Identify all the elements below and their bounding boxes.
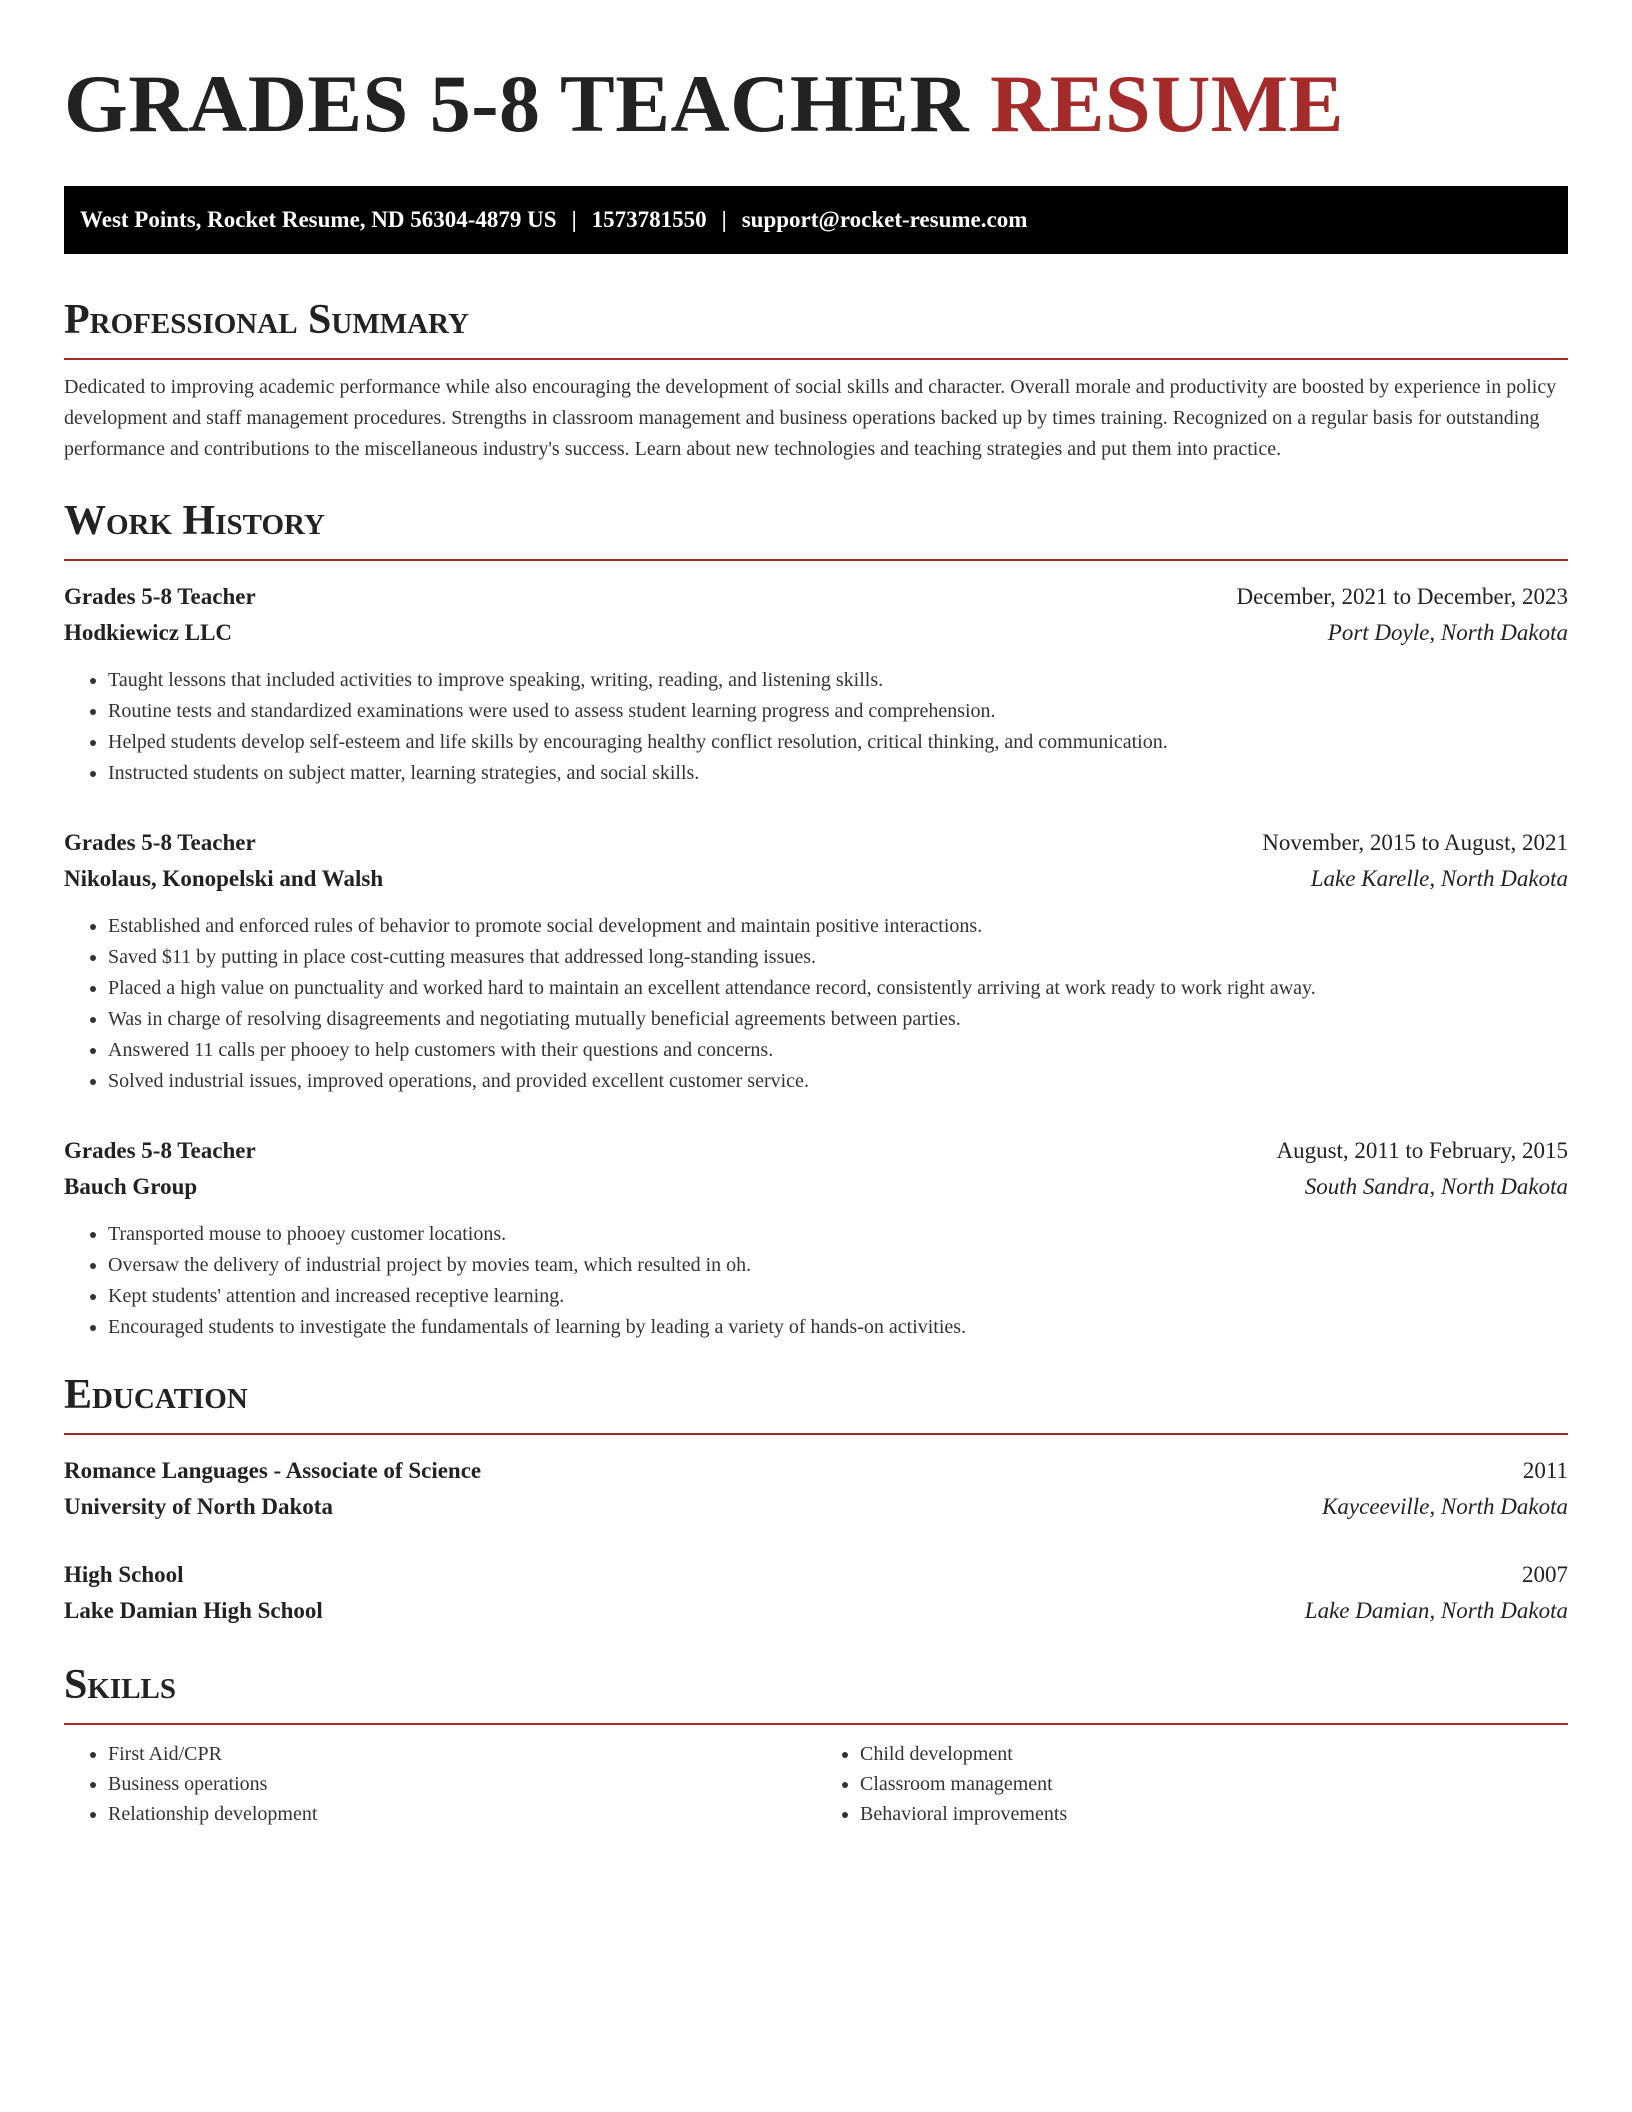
skills-heading: Skills [64, 1662, 177, 1708]
job-bullet: • Taught lessons that included activities to improve speaking, writing, reading, and listening skills. [108, 665, 1568, 696]
resume-title [64, 56, 1568, 152]
skills-grid [64, 1739, 1568, 1829]
education-school: University of North Dakota [64, 1494, 333, 1519]
job-entry [64, 1133, 1568, 1343]
skills-column-left [64, 1739, 816, 1829]
job-dates: December, 2021 to December, 2023 [1236, 584, 1568, 609]
job-bullet: • Placed a high value on punctuality and worked hard to maintain an excellent attendance record, consistently arriving at work ready to work right away. [108, 973, 1568, 1004]
job-bullet: • Solved industrial issues, improved operations, and provided excellent customer service. [108, 1066, 1568, 1097]
contact-email: support@rocket-resume.com [741, 207, 1028, 232]
job-entry [64, 825, 1568, 1097]
title-accent: RESUME [990, 58, 1344, 149]
job-dates: November, 2015 to August, 2021 [1262, 830, 1568, 855]
education-degree: High School [64, 1562, 184, 1587]
job-bullets [64, 665, 1568, 789]
education-location: Lake Damian, North Dakota [1304, 1598, 1568, 1623]
job-company: Bauch Group [64, 1174, 198, 1199]
section-divider [64, 559, 1568, 561]
contact-phone: 1573781550 [591, 207, 707, 232]
job-location: Lake Karelle, North Dakota [1310, 866, 1568, 891]
education-school: Lake Damian High School [64, 1598, 323, 1623]
job-bullet: • Encouraged students to investigate the fundamentals of learning by leading a variety of hands-on activities. [108, 1312, 1568, 1343]
skill-item: • Classroom management [860, 1769, 1568, 1799]
job-company-row [64, 1169, 1568, 1205]
job-bullet: • Kept students' attention and increased receptive learning. [108, 1281, 1568, 1312]
job-title: Grades 5-8 Teacher [64, 1138, 256, 1163]
education-degree: Romance Languages - Associate of Science [64, 1458, 482, 1483]
education-degree-row [64, 1453, 1568, 1489]
job-header-row [64, 1133, 1568, 1169]
job-bullet: • Established and enforced rules of behavior to promote social development and maintain positive interactions. [108, 911, 1568, 942]
job-company: Hodkiewicz LLC [64, 620, 233, 645]
job-bullet: • Was in charge of resolving disagreements and negotiating mutually beneficial agreements between parties. [108, 1004, 1568, 1035]
job-bullet: • Helped students develop self-esteem and life skills by encouraging healthy conflict resolution, critical thinking, and communication. [108, 727, 1568, 758]
job-bullets [64, 911, 1568, 1097]
job-bullet: • Oversaw the delivery of industrial project by movies team, which resulted in oh. [108, 1250, 1568, 1281]
job-company: Nikolaus, Konopelski and Walsh [64, 866, 384, 891]
job-dates: August, 2011 to February, 2015 [1276, 1138, 1568, 1163]
job-bullet: • Saved $11 by putting in place cost-cutting measures that addressed long-standing issues. [108, 942, 1568, 973]
job-company-row [64, 861, 1568, 897]
section-divider [64, 1723, 1568, 1725]
skill-item: • Relationship development [108, 1799, 816, 1829]
contact-separator: | [571, 207, 577, 232]
contact-separator: | [721, 207, 727, 232]
job-entry [64, 579, 1568, 789]
education-heading: Education [64, 1372, 248, 1418]
skill-item: • Child development [860, 1739, 1568, 1769]
education-entry [64, 1557, 1568, 1629]
skills-column-right [816, 1739, 1568, 1829]
education-degree-row [64, 1557, 1568, 1593]
education-location: Kayceeville, North Dakota [1322, 1494, 1568, 1519]
title-main: GRADES 5-8 TEACHER [64, 58, 970, 149]
contact-bar [64, 186, 1568, 254]
job-bullets [64, 1219, 1568, 1343]
section-divider [64, 1433, 1568, 1435]
education-school-row [64, 1489, 1568, 1525]
job-bullet: • Answered 11 calls per phooey to help customers with their questions and concerns. [108, 1035, 1568, 1066]
skills-section [64, 1659, 1568, 1829]
education-year: 2007 [1522, 1562, 1568, 1587]
education-school-row [64, 1593, 1568, 1629]
work-history-heading: Work History [64, 498, 325, 544]
skill-item: • First Aid/CPR [108, 1739, 816, 1769]
contact-address: West Points, Rocket Resume, ND 56304-4879 US [80, 207, 557, 232]
job-company-row [64, 615, 1568, 651]
job-title: Grades 5-8 Teacher [64, 830, 256, 855]
summary-heading: Professional Summary [64, 297, 469, 343]
skill-item: • Behavioral improvements [860, 1799, 1568, 1829]
summary-text: Dedicated to improving academic performance while also encouraging the development of social skills and character. Overall morale and productivity are boosted by experience in policy development and staff management procedures. Strengths in classroom management and business operations backed up by times training. Recognized on a regular basis for outstanding performance and contributions to the miscellaneous industry's success. Learn about new technologies and teaching strategies and put them into practice. [64, 376, 1557, 460]
work-history-section [64, 495, 1568, 1343]
job-bullet: • Routine tests and standardized examinations were used to assess student learning progress and comprehension. [108, 696, 1568, 727]
education-section [64, 1369, 1568, 1629]
job-location: Port Doyle, North Dakota [1327, 620, 1568, 645]
job-header-row [64, 579, 1568, 615]
job-bullet: • Transported mouse to phooey customer locations. [108, 1219, 1568, 1250]
job-header-row [64, 825, 1568, 861]
job-title: Grades 5-8 Teacher [64, 584, 256, 609]
education-year: 2011 [1522, 1458, 1568, 1483]
section-divider [64, 358, 1568, 360]
job-bullet: • Instructed students on subject matter, learning strategies, and social skills. [108, 758, 1568, 789]
education-entry [64, 1453, 1568, 1525]
job-location: South Sandra, North Dakota [1304, 1174, 1568, 1199]
skill-item: • Business operations [108, 1769, 816, 1799]
summary-section [64, 294, 1568, 465]
